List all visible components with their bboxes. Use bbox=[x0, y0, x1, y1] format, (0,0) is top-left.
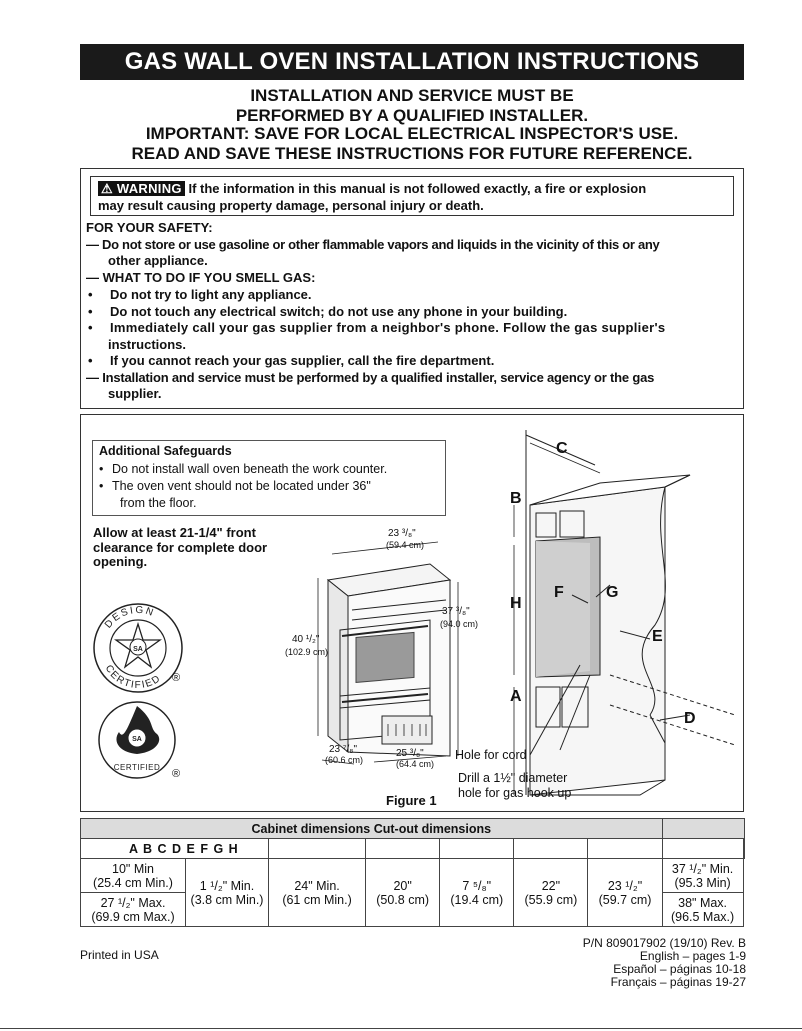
oven-bottom-width: 23 ⁷/₈" bbox=[329, 744, 357, 755]
safety-line-1b: other appliance. bbox=[108, 253, 208, 268]
safeguard-2-dot: • bbox=[99, 479, 104, 493]
table-header: Cabinet dimensions Cut-out dimensions bbox=[81, 819, 663, 839]
oven-right-height-cm: (94.0 cm) bbox=[440, 619, 479, 629]
oven-height: 40 ¹/₂" bbox=[292, 634, 320, 645]
safety-line-3b: supplier. bbox=[108, 386, 162, 401]
oven-depth: 25 ³/₈" bbox=[396, 748, 424, 759]
oven-depth-cm: (64.4 cm) bbox=[396, 759, 435, 769]
oven-top-width-cm: (59.4 cm) bbox=[386, 540, 425, 550]
bullet-2-dot: • bbox=[88, 304, 93, 319]
clearance-line-2: clearance for complete door bbox=[93, 539, 268, 555]
hole-for-cord-label: Hole for cord bbox=[455, 748, 527, 762]
registered-mark-2: ® bbox=[172, 768, 181, 780]
oven-right-height: 37 ³/₈" bbox=[442, 606, 470, 617]
dimension-label-b: B bbox=[510, 490, 522, 507]
table-header-blank bbox=[662, 819, 744, 839]
safeguard-2b: from the floor. bbox=[120, 496, 197, 510]
printed-in-usa: Printed in USA bbox=[80, 948, 159, 962]
bullet-4-dot: • bbox=[88, 353, 93, 368]
clearance-note bbox=[93, 526, 267, 570]
certified-flame-seal-icon bbox=[93, 700, 183, 780]
warning-badge: ⚠ WARNING bbox=[98, 181, 185, 196]
dimension-label-c: C bbox=[556, 440, 568, 457]
table-cell-col3: 20" (50.8 cm) bbox=[366, 859, 440, 927]
clearance-line-3: opening. bbox=[93, 554, 148, 569]
safety-heading: FOR YOUR SAFETY: bbox=[86, 220, 213, 235]
safeguard-2: The oven vent should not be located under 36" bbox=[112, 479, 371, 493]
page-bottom-rule bbox=[0, 1028, 802, 1029]
safeguard-1: Do not install wall oven beneath the work counter. bbox=[112, 462, 388, 476]
warning-line-1: ⚠ WARNING If the information in this manual is not followed exactly, a fire or explosion bbox=[98, 181, 734, 198]
table-letters: A B C D E F G H bbox=[81, 839, 269, 859]
bullet-4: If you cannot reach your gas supplier, call the fire department. bbox=[110, 353, 495, 368]
heading-line-2: PERFORMED BY A QUALIFIED INSTALLER. bbox=[235, 106, 589, 125]
bullet-3-dot: • bbox=[88, 320, 93, 335]
a-max-cell: 27 ¹/₂" Max. (69.9 cm Max.) bbox=[81, 893, 186, 927]
oven-top-width: 23 ³/₈" bbox=[388, 528, 416, 539]
cabinet-drawing bbox=[500, 425, 744, 810]
francais-pages: Français – páginas 19-27 bbox=[610, 975, 746, 989]
letters-cell bbox=[588, 839, 662, 859]
oven-bottom-width-cm: (60.6 cm) bbox=[325, 755, 364, 765]
heading-line-4: READ AND SAVE THESE INSTRUCTIONS FOR FUTURE REFERENCE. bbox=[131, 144, 693, 163]
dimension-label-e: E bbox=[652, 628, 663, 645]
bullet-1-dot: • bbox=[88, 287, 93, 302]
safety-line-1: — Do not store or use gasoline or other flammable vapors and liquids in the vicinity of this or any bbox=[86, 237, 660, 252]
certified-text: CERTIFIED bbox=[102, 663, 164, 692]
letters-cell bbox=[662, 839, 743, 859]
dimension-label-f: F bbox=[554, 584, 564, 601]
table-cell-col4: 7 ⁵/₈" (19.4 cm) bbox=[440, 859, 514, 927]
table-cell-col2: 24" Min. (61 cm Min.) bbox=[269, 859, 366, 927]
letters-cell bbox=[269, 839, 366, 859]
design-text: DESIGN bbox=[102, 604, 157, 631]
warning-line-2: may result causing property damage, personal injury or death. bbox=[98, 198, 484, 213]
safeguards-title: Additional Safeguards bbox=[99, 444, 232, 458]
bullet-2: Do not touch any electrical switch; do not use any phone in your building. bbox=[110, 304, 568, 319]
letters-cell bbox=[366, 839, 440, 859]
document-title: GAS WALL OVEN INSTALLATION INSTRUCTIONS bbox=[80, 44, 744, 80]
h-max-cell: 38" Max. (96.5 Max.) bbox=[662, 893, 743, 927]
drill-note bbox=[458, 771, 571, 801]
oven-height-cm: (102.9 cm) bbox=[285, 647, 329, 657]
part-number: P/N 809017902 (19/10) Rev. B bbox=[582, 936, 746, 950]
heading-line-3: IMPORTANT: SAVE FOR LOCAL ELECTRICAL INSPECTOR'S USE. bbox=[145, 124, 679, 143]
flame-certified-text: CERTIFIED bbox=[113, 763, 161, 772]
drill-line-1: Drill a 1½" diameter bbox=[458, 771, 568, 785]
drill-line-2: hole for gas hook up bbox=[458, 786, 572, 800]
dimension-label-d: D bbox=[684, 710, 696, 727]
clearance-line-1: Allow at least 21-1/4" front bbox=[93, 525, 256, 540]
flame-mark-text: SA bbox=[132, 736, 142, 743]
mark-text: SA bbox=[133, 646, 143, 653]
warning-triangle-icon: ⚠ bbox=[101, 181, 113, 196]
safety-line-2: — WHAT TO DO IF YOU SMELL GAS: bbox=[86, 270, 316, 285]
bullet-1: Do not try to light any appliance. bbox=[110, 287, 312, 302]
dimension-label-a: A bbox=[510, 688, 522, 705]
table-cell-col5: 22" (55.9 cm) bbox=[514, 859, 588, 927]
a-min-cell: 10" Min (25.4 cm Min.) bbox=[81, 859, 186, 893]
dimension-label-g: G bbox=[606, 584, 619, 601]
espanol-pages: Español – páginas 10-18 bbox=[613, 962, 746, 976]
bullet-3b: instructions. bbox=[108, 337, 187, 352]
table-cell-col6: 23 ¹/₂" (59.7 cm) bbox=[588, 859, 662, 927]
safeguard-1-dot: • bbox=[99, 462, 104, 476]
letters-cell bbox=[514, 839, 588, 859]
letters-cell bbox=[743, 839, 744, 859]
letters-cell bbox=[440, 839, 514, 859]
dimension-label-h: H bbox=[510, 595, 522, 612]
safety-line-3: — Installation and service must be performed by a qualified installer, service agency or the gas bbox=[86, 370, 655, 385]
english-pages: English – pages 1-9 bbox=[639, 949, 746, 963]
figure-caption: Figure 1 bbox=[386, 793, 437, 808]
bullet-3: Immediately call your gas supplier from a neighbor's phone. Follow the gas supplier's bbox=[110, 320, 666, 335]
h-min-cell: 37 ¹/₂" Min. (95.3 Min) bbox=[662, 859, 743, 893]
dimensions-table bbox=[80, 818, 745, 927]
table-cell-col1: 1 ¹/₂" Min. (3.8 cm Min.) bbox=[186, 859, 269, 927]
heading-line-1: INSTALLATION AND SERVICE MUST BE bbox=[250, 86, 574, 105]
registered-mark-1: ® bbox=[172, 672, 181, 684]
